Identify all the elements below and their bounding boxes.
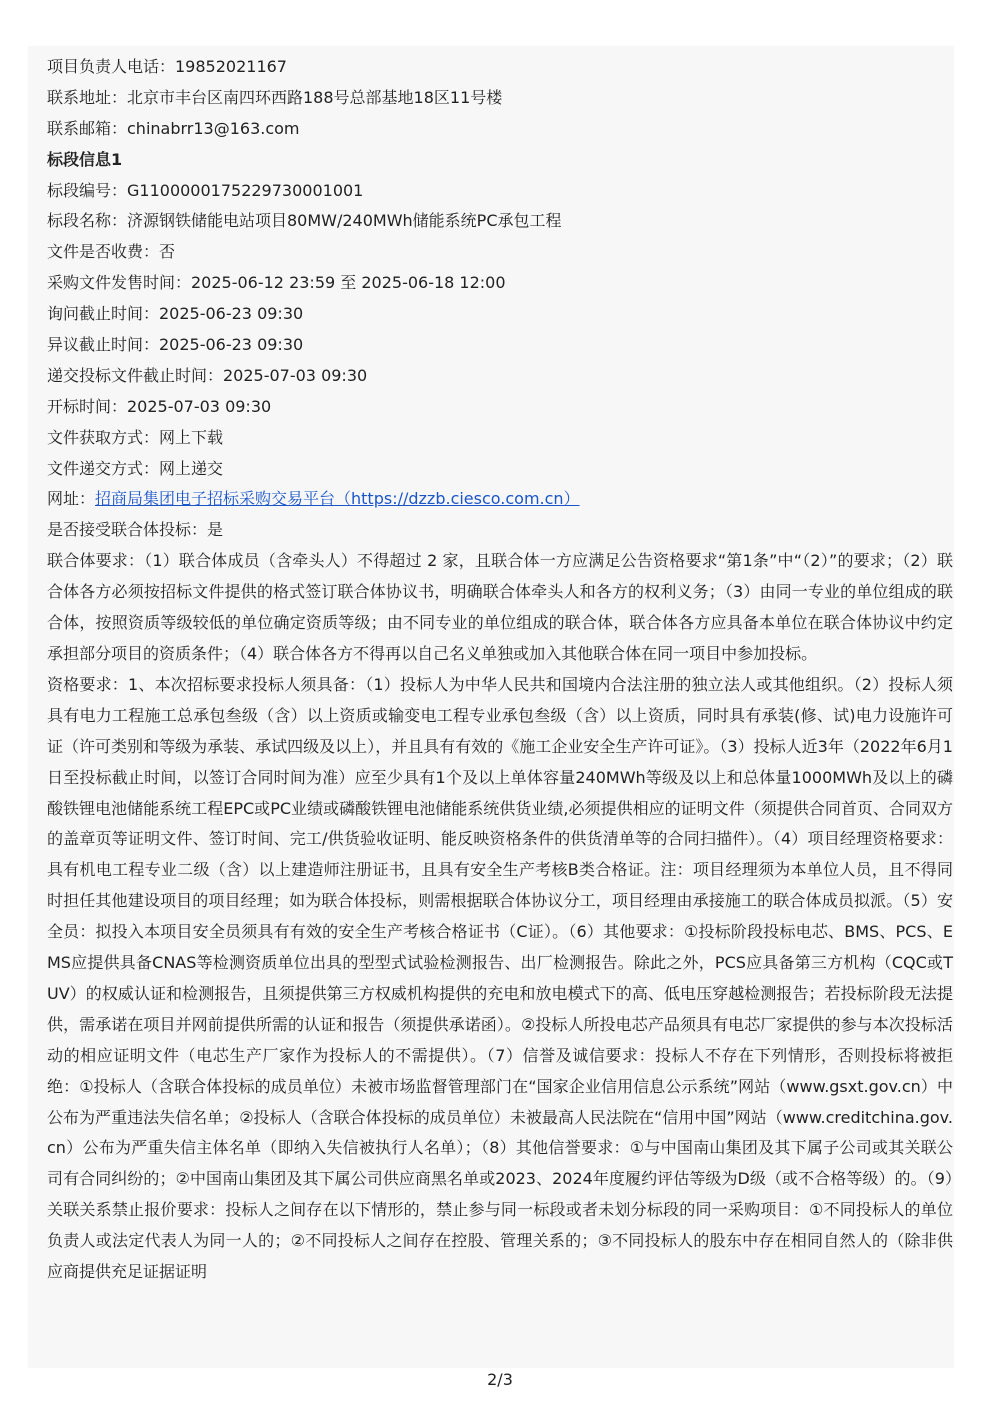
section-title: 标段信息1 [47,149,123,169]
website-link[interactable]: 招商局集团电子招标采购交易平台（https://dzzb.ciesco.com.cn） [95,489,580,509]
contact-address: 联系地址：北京市丰台区南四环西路188号总部基地18区11号楼 [47,87,503,107]
page-number: 2/3 [487,1370,513,1389]
sale-time: 采购文件发售时间：2025-06-12 23:59 至 2025-06-18 12:00 [47,273,506,293]
consortium-requirements: 联合体要求：（1）联合体成员（含牵头人）不得超过 2 家，且联合体一方应满足公告资格要求“第1条”中“（2）”的要求；（2）联合体各方必须按招标文件提供的格式签订联合体协议书，明确联合体牵头人和各方的权利义务；（3）由同一专业的单位组成的联合体，按照资质等级较低的单位确定资质等级；由不同专业的单位组成的联合体，联合体各方应具备本单位在联合体协议中约定承担部分项目的资质条件；（4）联合体各方不得再以自己名义单独或加入其他联合体在同一项目中参加投标。 [47,551,953,663]
opening-time: 开标时间：2025-07-03 09:30 [47,396,272,416]
submit-method: 文件递交方式：网上递交 [47,458,224,478]
obtain-method: 文件获取方式：网上下载 [47,427,224,447]
fee-info: 文件是否收费：否 [47,242,176,262]
bid-name: 标段名称：济源钢铁储能电站项目80MW/240MWh储能系统PC承包工程 [47,211,562,231]
consortium-accept: 是否接受联合体投标：是 [47,520,224,540]
website-row [47,484,953,515]
inquiry-deadline: 询问截止时间：2025-06-23 09:30 [47,304,304,324]
contact-email: 联系邮箱：chinabrr13@163.com [47,118,300,138]
submit-deadline: 递交投标文件截止时间：2025-07-03 09:30 [47,365,368,385]
contact-phone: 项目负责人电话：19852021167 [47,57,287,76]
objection-deadline: 异议截止时间：2025-06-23 09:30 [47,335,304,355]
document-content [47,52,953,1288]
qualification-requirements: 资格要求：1、本次招标要求投标人须具备：（1）投标人为中华人民共和国境内合法注册的独立法人或其他组织。（2）投标人须具有电力工程施工总承包叁级（含）以上资质或输变电工程专业承包叁级（含）以上资质，同时具有承装(修、试)电力设施许可证（许可类别和等级为承装、承试四级及以上），并且具有有效的《施工企业安全生产许可证》。（3）投标人近3年（2022年6月1日至投标截止时间，以签订合同时间为准）应至少具有1个及以上单体容量240MWh等级及以上和总体量1000MWh及以上的磷酸铁锂电池储能系统工程EPC或PC业绩或磷酸铁锂电池储能系统供货业绩,必须提供相应的证明文件（须提供合同首页、合同双方的盖章页等证明文件、签订时间、完工/供货验收证明、能反映资格条件的供货清单等的合同扫描件）。（4）项目经理资格要求：具有机电工程专业二级（含）以上建造师注册证书，且具有安全生产考核B类合格证。注：项目经理须为本单位人员，且不得同时担任其他建设项目的项目经理；如为联合体投标，则需根据联合体协议分工，项目经理由承接施工的联合体成员拟派。（5）安全员：拟投入本项目安全员须具有有效的安全生产考核合格证书（C证）。（6）其他要求：①投标阶段投标电芯、BMS、PCS、EMS应提供具备CNAS等检测资质单位出具的型型式试验检测报告、出厂检测报告。除此之外，PCS应具备第三方机构（CQC或TUV）的权威认证和检测报告，且须提供第三方权威机构提供的充电和放电模式下的高、低电压穿越检测报告；若投标阶段无法提供，需承诺在项目并网前提供所需的认证和报告（须提供承诺函）。②投标人所投电芯产品须具有电芯厂家提供的参与本次投标活动的相应证明文件（电芯生产厂家作为投标人的不需提供）。（7）信誉及诚信要求：投标人不存在下列情形，否则投标将被拒绝：①投标人（含联合体投标的成员单位）未被市场监督管理部门在“国家企业信用信息公示系统”网站（www.gsxt.gov.cn）中公布为严重违法失信名单；②投标人（含联合体投标的成员单位）未被最高人民法院在“信用中国”网站（www.creditchina.gov.cn）公布为严重失信主体名单（即纳入失信被执行人名单）；（8）其他信誉要求：①与中国南山集团及其下属子公司或其关联公司有合同纠纷的；②中国南山集团及其下属公司供应商黑名单或2023、2024年度履约评估等级为D级（或不合格等级）的。（9）关联关系禁止报价要求：投标人之间存在以下情形的，禁止参与同一标段或者未划分标段的同一采购项目：①不同投标人的单位负责人或法定代表人为同一人的；②不同投标人之间存在控股、管理关系的；③不同投标人的股东中存在相同自然人的（除非供应商提供充足证据证明 [47,674,953,1282]
website-label: 网址： [47,489,96,509]
bid-number: 标段编号：G11000001752297300010​01 [47,180,364,200]
